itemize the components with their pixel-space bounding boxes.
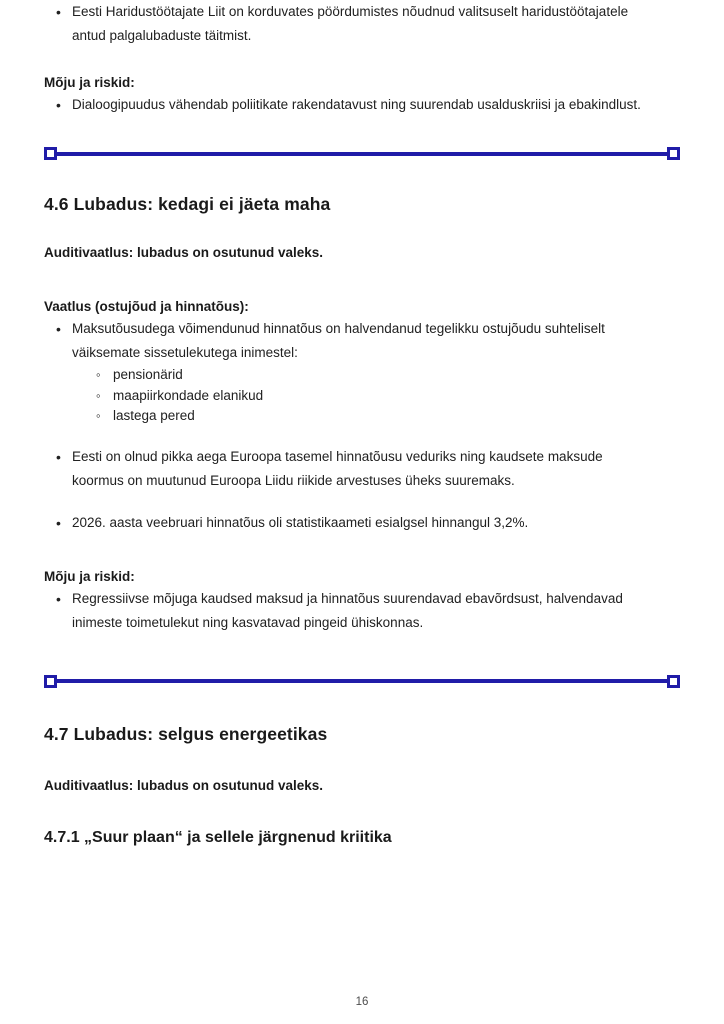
divider-endcap-left	[44, 675, 57, 688]
bullet-text: Maksutõusudega võimendunud hinnatõus on halvendanud tegelikku ostujõudu suhteliselt väiksemate sissetulekutega inimestel:	[72, 321, 605, 360]
section-divider	[44, 147, 680, 160]
divider-rule	[57, 152, 667, 156]
audit-note: Auditivaatlus: lubadus on osutunud valeks.	[44, 245, 324, 260]
list-item: • Eesti Haridustöötajate Liit on korduvates pöördumistes nõudnud valitsuselt haridustöötajatele antud palgalubaduste täitmist.	[56, 0, 656, 48]
section-4-7-heading: 4.7 Lubadus: selgus energeetikas	[44, 723, 328, 744]
list-item: • Regressiivse mõjuga kaudsed maksud ja hinnatõus suurendavad ebavõrdsust, halvendavad inimeste toimetulekut ning kasvatavad pingeid ühiskonnas.	[56, 587, 656, 635]
list-item: ◦ lastega pered	[96, 406, 656, 427]
list-item: • 2026. aasta veebruari hinnatõus oli statistikaameti esialgsel hinnangul 3,2%.	[56, 511, 656, 535]
list-item: ◦ pensionärid	[96, 365, 656, 386]
divider-endcap-right	[667, 675, 680, 688]
divider-rule	[57, 679, 667, 683]
list-item	[56, 317, 656, 427]
list-item: • Eesti on olnud pikka aega Euroopa tasemel hinnatõusu veduriks ning kaudsete maksude koormus on muutunud Euroopa Liidu riikide arvestuses üheks suuremaks.	[56, 445, 656, 493]
intro-impact-bullet-list	[44, 93, 680, 117]
page-number: 16	[355, 996, 369, 1008]
divider-endcap-right	[667, 147, 680, 160]
section-4-6-bullet-list	[44, 317, 680, 535]
section-divider	[44, 675, 680, 688]
sub-bullet-list	[72, 365, 656, 427]
intro-bullet-list	[44, 0, 680, 48]
section-4-6-heading: 4.6 Lubadus: kedagi ei jäeta maha	[44, 194, 331, 214]
list-item: ◦ maapiirkondade elanikud	[96, 386, 656, 407]
audit-note: Auditivaatlus: lubadus on osutunud valeks.	[44, 777, 324, 793]
list-item: • Dialoogipuudus vähendab poliitikate rakendatavust ning suurendab usalduskriisi ja ebakindlust.	[56, 93, 656, 117]
impact-risks-heading: Mõju ja riskid:	[44, 568, 135, 584]
section-4-6-impact-bullet-list	[44, 587, 680, 635]
impact-risks-heading: Mõju ja riskid:	[44, 75, 135, 90]
section-4-7-1-heading: 4.7.1 „Suur plaan“ ja sellele järgnenud kriitika	[44, 828, 392, 846]
divider-endcap-left	[44, 147, 57, 160]
observation-heading: Vaatlus (ostujõud ja hinnatõus):	[44, 299, 249, 314]
